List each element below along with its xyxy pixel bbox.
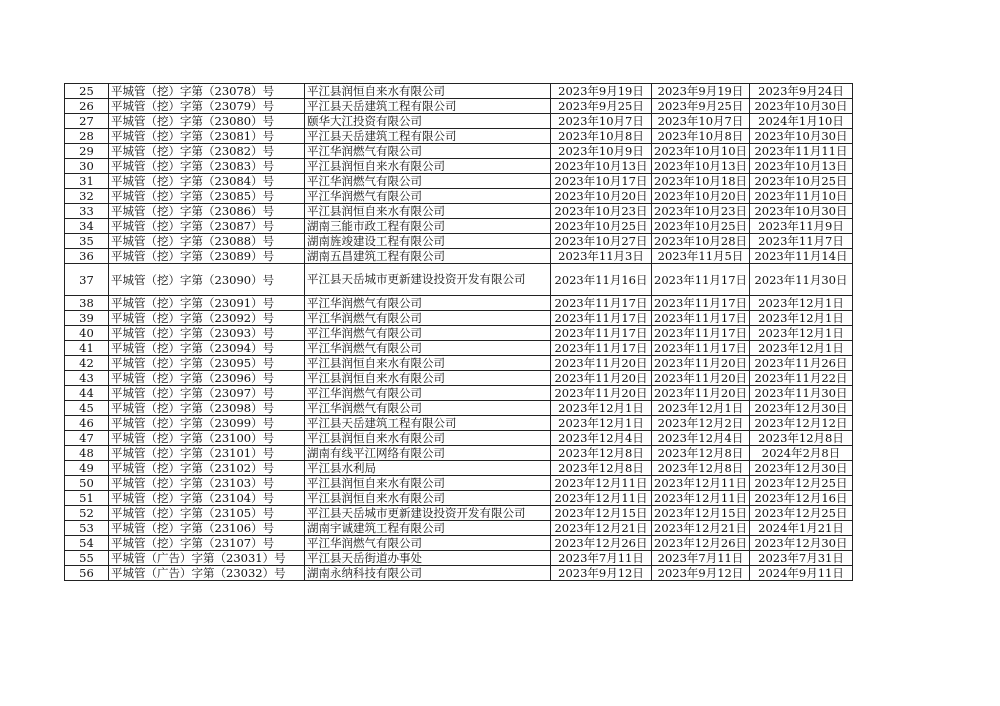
row-number: 39 (65, 311, 109, 326)
permit-number: 平城管（挖）字第（23078）号 (109, 84, 305, 99)
permit-number: 平城管（挖）字第（23100）号 (109, 431, 305, 446)
application-date: 2023年12月1日 (551, 401, 652, 416)
applicant-unit: 平江县天岳建筑工程有限公司 (305, 416, 551, 431)
applicant-unit: 湖南旌竣建设工程有限公司 (305, 234, 551, 249)
permit-number: 平城管（挖）字第（23095）号 (109, 356, 305, 371)
application-date: 2023年10月8日 (551, 129, 652, 144)
start-date: 2023年12月4日 (652, 431, 750, 446)
applicant-unit: 平江县润恒自来水有限公司 (305, 476, 551, 491)
application-date: 2023年11月17日 (551, 296, 652, 311)
table-row (65, 416, 853, 431)
applicant-unit: 平江县天岳城市更新建设投资开发有限公司 (305, 506, 551, 521)
applicant-unit: 平江华润燃气有限公司 (305, 341, 551, 356)
table-row (65, 296, 853, 311)
start-date: 2023年7月11日 (652, 551, 750, 566)
table-row (65, 174, 853, 189)
start-date: 2023年12月26日 (652, 536, 750, 551)
application-date: 2023年9月12日 (551, 566, 652, 581)
applicant-unit: 湖南永纳科技有限公司 (305, 566, 551, 581)
permit-number: 平城管（挖）字第（23107）号 (109, 536, 305, 551)
table-row (65, 371, 853, 386)
start-date: 2023年11月17日 (652, 264, 750, 296)
application-date: 2023年7月11日 (551, 551, 652, 566)
table-row (65, 204, 853, 219)
table-row (65, 356, 853, 371)
row-number: 56 (65, 566, 109, 581)
applicant-unit: 平江县润恒自来水有限公司 (305, 204, 551, 219)
row-number: 32 (65, 189, 109, 204)
end-date: 2023年12月30日 (750, 461, 853, 476)
start-date: 2023年12月1日 (652, 401, 750, 416)
permit-number: 平城管（挖）字第（23079）号 (109, 99, 305, 114)
start-date: 2023年9月19日 (652, 84, 750, 99)
permit-number: 平城管（挖）字第（23085）号 (109, 189, 305, 204)
table-row (65, 249, 853, 264)
applicant-unit: 平江华润燃气有限公司 (305, 144, 551, 159)
permit-number: 平城管（挖）字第（23101）号 (109, 446, 305, 461)
end-date: 2024年9月11日 (750, 566, 853, 581)
end-date: 2023年12月30日 (750, 536, 853, 551)
end-date: 2023年12月30日 (750, 401, 853, 416)
table-row (65, 401, 853, 416)
row-number: 51 (65, 491, 109, 506)
start-date: 2023年11月17日 (652, 311, 750, 326)
applicant-unit: 平江华润燃气有限公司 (305, 296, 551, 311)
application-date: 2023年12月15日 (551, 506, 652, 521)
applicant-unit: 湖南宇诚建筑工程有限公司 (305, 521, 551, 536)
permit-number: 平城管（挖）字第（23105）号 (109, 506, 305, 521)
permit-number: 平城管（挖）字第（23102）号 (109, 461, 305, 476)
table-row (65, 159, 853, 174)
application-date: 2023年10月25日 (551, 219, 652, 234)
permit-number: 平城管（挖）字第（23092）号 (109, 311, 305, 326)
row-number: 49 (65, 461, 109, 476)
applicant-unit: 平江县润恒自来水有限公司 (305, 159, 551, 174)
application-date: 2023年11月20日 (551, 386, 652, 401)
applicant-unit: 平江华润燃气有限公司 (305, 189, 551, 204)
permit-number: 平城管（挖）字第（23090）号 (109, 264, 305, 296)
end-date: 2023年12月8日 (750, 431, 853, 446)
end-date: 2023年12月16日 (750, 491, 853, 506)
permit-number: 平城管（挖）字第（23091）号 (109, 296, 305, 311)
table-row (65, 84, 853, 99)
application-date: 2023年11月20日 (551, 356, 652, 371)
start-date: 2023年10月20日 (652, 189, 750, 204)
end-date: 2023年11月22日 (750, 371, 853, 386)
table-row (65, 461, 853, 476)
applicant-unit: 平江华润燃气有限公司 (305, 401, 551, 416)
start-date: 2023年11月17日 (652, 326, 750, 341)
start-date: 2023年10月18日 (652, 174, 750, 189)
applicant-unit: 平江华润燃气有限公司 (305, 536, 551, 551)
row-number: 54 (65, 536, 109, 551)
application-date: 2023年12月1日 (551, 416, 652, 431)
table-row (65, 144, 853, 159)
row-number: 26 (65, 99, 109, 114)
end-date: 2023年10月30日 (750, 204, 853, 219)
applicant-unit: 平江县天岳街道办事处 (305, 551, 551, 566)
end-date: 2023年7月31日 (750, 551, 853, 566)
applicant-unit: 平江县天岳建筑工程有限公司 (305, 129, 551, 144)
start-date: 2023年12月8日 (652, 461, 750, 476)
end-date: 2023年11月9日 (750, 219, 853, 234)
end-date: 2023年11月14日 (750, 249, 853, 264)
application-date: 2023年10月13日 (551, 159, 652, 174)
application-date: 2023年12月4日 (551, 431, 652, 446)
row-number: 42 (65, 356, 109, 371)
start-date: 2023年12月15日 (652, 506, 750, 521)
permit-number: 平城管（挖）字第（23098）号 (109, 401, 305, 416)
table-row (65, 506, 853, 521)
application-date: 2023年10月23日 (551, 204, 652, 219)
applicant-unit: 平江华润燃气有限公司 (305, 386, 551, 401)
applicant-unit: 平江县润恒自来水有限公司 (305, 491, 551, 506)
permit-number: 平城管（挖）字第（23088）号 (109, 234, 305, 249)
row-number: 50 (65, 476, 109, 491)
applicant-unit: 平江华润燃气有限公司 (305, 311, 551, 326)
end-date: 2023年12月1日 (750, 311, 853, 326)
row-number: 52 (65, 506, 109, 521)
row-number: 40 (65, 326, 109, 341)
application-date: 2023年12月21日 (551, 521, 652, 536)
table-row (65, 311, 853, 326)
applicant-unit: 湖南五昌建筑工程有限公司 (305, 249, 551, 264)
start-date: 2023年11月17日 (652, 296, 750, 311)
end-date: 2023年10月30日 (750, 129, 853, 144)
table-row (65, 551, 853, 566)
applicant-unit: 平江华润燃气有限公司 (305, 174, 551, 189)
end-date: 2023年10月30日 (750, 99, 853, 114)
application-date: 2023年12月8日 (551, 461, 652, 476)
row-number: 46 (65, 416, 109, 431)
end-date: 2024年1月21日 (750, 521, 853, 536)
start-date: 2023年12月8日 (652, 446, 750, 461)
permit-number: 平城管（广告）字第（23031）号 (109, 551, 305, 566)
end-date: 2023年12月1日 (750, 341, 853, 356)
table-row (65, 326, 853, 341)
row-number: 30 (65, 159, 109, 174)
end-date: 2023年9月24日 (750, 84, 853, 99)
permit-table (64, 83, 853, 581)
permit-number: 平城管（挖）字第（23089）号 (109, 249, 305, 264)
table-row (65, 491, 853, 506)
application-date: 2023年10月7日 (551, 114, 652, 129)
table-row (65, 341, 853, 356)
permit-number: 平城管（挖）字第（23080）号 (109, 114, 305, 129)
start-date: 2023年11月20日 (652, 356, 750, 371)
applicant-unit: 颐华大江投资有限公司 (305, 114, 551, 129)
table-row (65, 386, 853, 401)
application-date: 2023年10月27日 (551, 234, 652, 249)
start-date: 2023年12月11日 (652, 476, 750, 491)
row-number: 55 (65, 551, 109, 566)
row-number: 35 (65, 234, 109, 249)
row-number: 33 (65, 204, 109, 219)
permit-number: 平城管（挖）字第（23087）号 (109, 219, 305, 234)
row-number: 27 (65, 114, 109, 129)
start-date: 2023年10月13日 (652, 159, 750, 174)
row-number: 34 (65, 219, 109, 234)
start-date: 2023年12月2日 (652, 416, 750, 431)
table-row (65, 99, 853, 114)
start-date: 2023年10月10日 (652, 144, 750, 159)
start-date: 2023年10月7日 (652, 114, 750, 129)
table-row (65, 536, 853, 551)
application-date: 2023年11月17日 (551, 341, 652, 356)
application-date: 2023年9月25日 (551, 99, 652, 114)
application-date: 2023年12月26日 (551, 536, 652, 551)
applicant-unit: 湖南三能市政工程有限公司 (305, 219, 551, 234)
table-row (65, 219, 853, 234)
start-date: 2023年12月11日 (652, 491, 750, 506)
table-row (65, 431, 853, 446)
permit-number: 平城管（挖）字第（23093）号 (109, 326, 305, 341)
row-number: 43 (65, 371, 109, 386)
permit-number: 平城管（挖）字第（23083）号 (109, 159, 305, 174)
end-date: 2023年11月26日 (750, 356, 853, 371)
end-date: 2023年11月7日 (750, 234, 853, 249)
applicant-unit: 平江县天岳建筑工程有限公司 (305, 99, 551, 114)
row-number: 29 (65, 144, 109, 159)
end-date: 2023年11月30日 (750, 264, 853, 296)
start-date: 2023年11月20日 (652, 371, 750, 386)
applicant-unit: 平江县水利局 (305, 461, 551, 476)
row-number: 37 (65, 264, 109, 296)
start-date: 2023年9月25日 (652, 99, 750, 114)
table-row (65, 446, 853, 461)
permit-number: 平城管（挖）字第（23104）号 (109, 491, 305, 506)
start-date: 2023年11月5日 (652, 249, 750, 264)
permit-table-body (65, 84, 853, 581)
end-date: 2023年11月30日 (750, 386, 853, 401)
start-date: 2023年10月28日 (652, 234, 750, 249)
table-row (65, 189, 853, 204)
permit-number: 平城管（挖）字第（23103）号 (109, 476, 305, 491)
start-date: 2023年9月12日 (652, 566, 750, 581)
row-number: 36 (65, 249, 109, 264)
application-date: 2023年11月17日 (551, 326, 652, 341)
applicant-unit: 平江县润恒自来水有限公司 (305, 84, 551, 99)
start-date: 2023年10月25日 (652, 219, 750, 234)
application-date: 2023年10月9日 (551, 144, 652, 159)
application-date: 2023年12月11日 (551, 491, 652, 506)
end-date: 2023年10月13日 (750, 159, 853, 174)
start-date: 2023年12月21日 (652, 521, 750, 536)
applicant-unit: 平江县润恒自来水有限公司 (305, 371, 551, 386)
application-date: 2023年12月8日 (551, 446, 652, 461)
permit-number: 平城管（挖）字第（23097）号 (109, 386, 305, 401)
end-date: 2023年10月25日 (750, 174, 853, 189)
row-number: 48 (65, 446, 109, 461)
permit-number: 平城管（挖）字第（23094）号 (109, 341, 305, 356)
permit-number: 平城管（挖）字第（23082）号 (109, 144, 305, 159)
table-row (65, 521, 853, 536)
start-date: 2023年11月17日 (652, 341, 750, 356)
row-number: 53 (65, 521, 109, 536)
end-date: 2023年12月12日 (750, 416, 853, 431)
row-number: 45 (65, 401, 109, 416)
end-date: 2023年12月1日 (750, 296, 853, 311)
applicant-unit: 湖南有线平江网络有限公司 (305, 446, 551, 461)
application-date: 2023年12月11日 (551, 476, 652, 491)
row-number: 47 (65, 431, 109, 446)
end-date: 2023年12月1日 (750, 326, 853, 341)
table-row (65, 114, 853, 129)
permit-number: 平城管（广告）字第（23032）号 (109, 566, 305, 581)
end-date: 2023年12月25日 (750, 506, 853, 521)
end-date: 2023年11月11日 (750, 144, 853, 159)
row-number: 25 (65, 84, 109, 99)
permit-number: 平城管（挖）字第（23081）号 (109, 129, 305, 144)
permit-number: 平城管（挖）字第（23106）号 (109, 521, 305, 536)
applicant-unit: 平江县天岳城市更新建设投资开发有限公司 (305, 264, 551, 296)
table-row (65, 129, 853, 144)
table-row (65, 264, 853, 296)
application-date: 2023年10月20日 (551, 189, 652, 204)
row-number: 38 (65, 296, 109, 311)
application-date: 2023年11月17日 (551, 311, 652, 326)
applicant-unit: 平江县润恒自来水有限公司 (305, 431, 551, 446)
start-date: 2023年11月20日 (652, 386, 750, 401)
permit-number: 平城管（挖）字第（23084）号 (109, 174, 305, 189)
start-date: 2023年10月23日 (652, 204, 750, 219)
application-date: 2023年11月16日 (551, 264, 652, 296)
row-number: 31 (65, 174, 109, 189)
permit-number: 平城管（挖）字第（23099）号 (109, 416, 305, 431)
application-date: 2023年11月3日 (551, 249, 652, 264)
table-row (65, 476, 853, 491)
table-row (65, 566, 853, 581)
end-date: 2023年12月25日 (750, 476, 853, 491)
row-number: 28 (65, 129, 109, 144)
applicant-unit: 平江华润燃气有限公司 (305, 326, 551, 341)
application-date: 2023年11月20日 (551, 371, 652, 386)
applicant-unit: 平江县润恒自来水有限公司 (305, 356, 551, 371)
application-date: 2023年9月19日 (551, 84, 652, 99)
row-number: 41 (65, 341, 109, 356)
row-number: 44 (65, 386, 109, 401)
end-date: 2023年11月10日 (750, 189, 853, 204)
end-date: 2024年1月10日 (750, 114, 853, 129)
permit-number: 平城管（挖）字第（23096）号 (109, 371, 305, 386)
application-date: 2023年10月17日 (551, 174, 652, 189)
start-date: 2023年10月8日 (652, 129, 750, 144)
table-row (65, 234, 853, 249)
end-date: 2024年2月8日 (750, 446, 853, 461)
permit-number: 平城管（挖）字第（23086）号 (109, 204, 305, 219)
